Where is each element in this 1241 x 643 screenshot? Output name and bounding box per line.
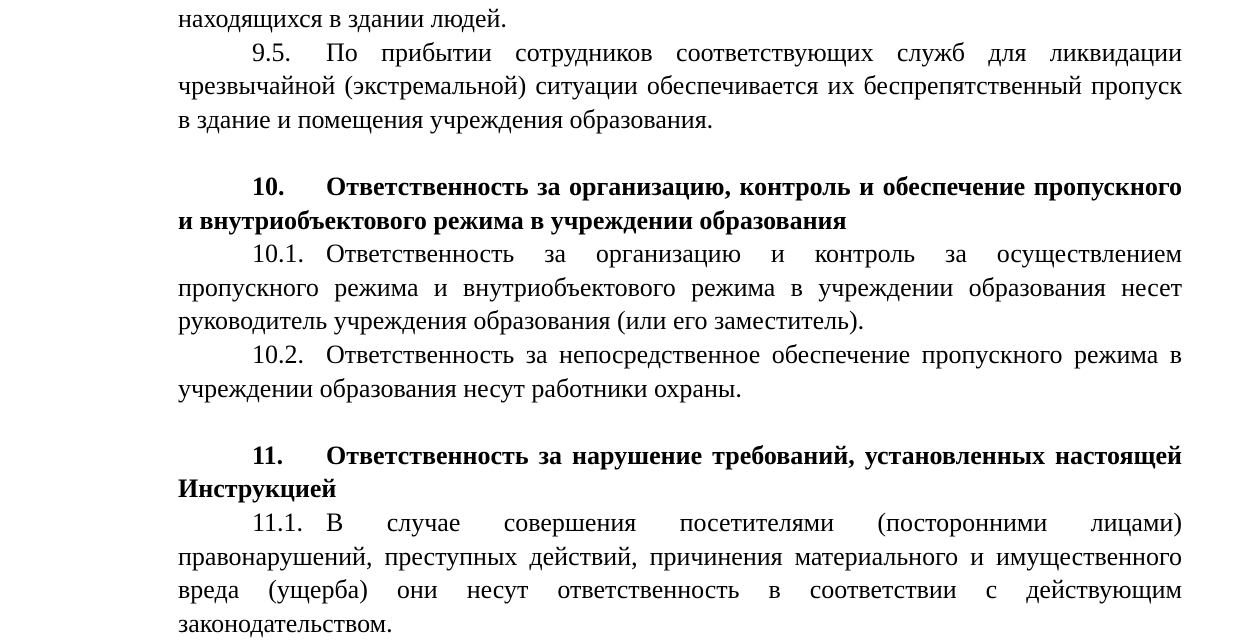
- document-page: [178, 2, 1182, 640]
- blank-line: [178, 405, 1182, 439]
- section-number: 11.: [252, 440, 284, 470]
- paragraph-11-1: [178, 506, 1182, 640]
- paragraph-text: находящихся в здании людей.: [178, 4, 507, 33]
- paragraph-text: Ответственность за организацию и контроль за осуществлением пропускного режима и внутриобъектового режима в учреждении образования несет руководитель учреждения образования (или его заместитель).: [178, 239, 1182, 336]
- clause-number: 10.1.: [252, 239, 304, 269]
- paragraph-9-5: [178, 36, 1182, 137]
- paragraph-text: Ответственность за непосредственное обеспечение пропускного режима в учреждении образования несут работники охраны.: [178, 339, 1182, 403]
- paragraph-continuation: [178, 2, 1182, 36]
- section-heading-11: [178, 439, 1182, 506]
- paragraph-10-1: [178, 237, 1182, 338]
- clause-number: 10.2.: [252, 339, 304, 369]
- clause-number: 11.1.: [252, 507, 304, 537]
- section-heading-10: [178, 170, 1182, 237]
- clause-number: 9.5.: [252, 37, 291, 67]
- section-heading-text: Ответственность за нарушение требований, установленных настоящей Инструкцией: [178, 440, 1182, 504]
- paragraph-text: По прибытии сотрудников соответствующих служб для ликвидации чрезвычайной (экстремальной) ситуации обеспечивается их беспрепятственный пропуск в здание и помещения учреждения образования.: [178, 37, 1182, 134]
- paragraph-10-2: [178, 338, 1182, 405]
- section-heading-text: Ответственность за организацию, контроль и обеспечение пропускного и внутриобъектового режима в учреждении образования: [178, 171, 1182, 235]
- section-number: 10.: [252, 171, 285, 201]
- blank-line: [178, 136, 1182, 170]
- paragraph-text: В случае совершения посетителями (посторонними лицами) правонарушений, преступных действий, причинения материального и имущественного вреда (ущерба) они несут ответственность в соответствии с действующим законодательством.: [178, 507, 1182, 638]
